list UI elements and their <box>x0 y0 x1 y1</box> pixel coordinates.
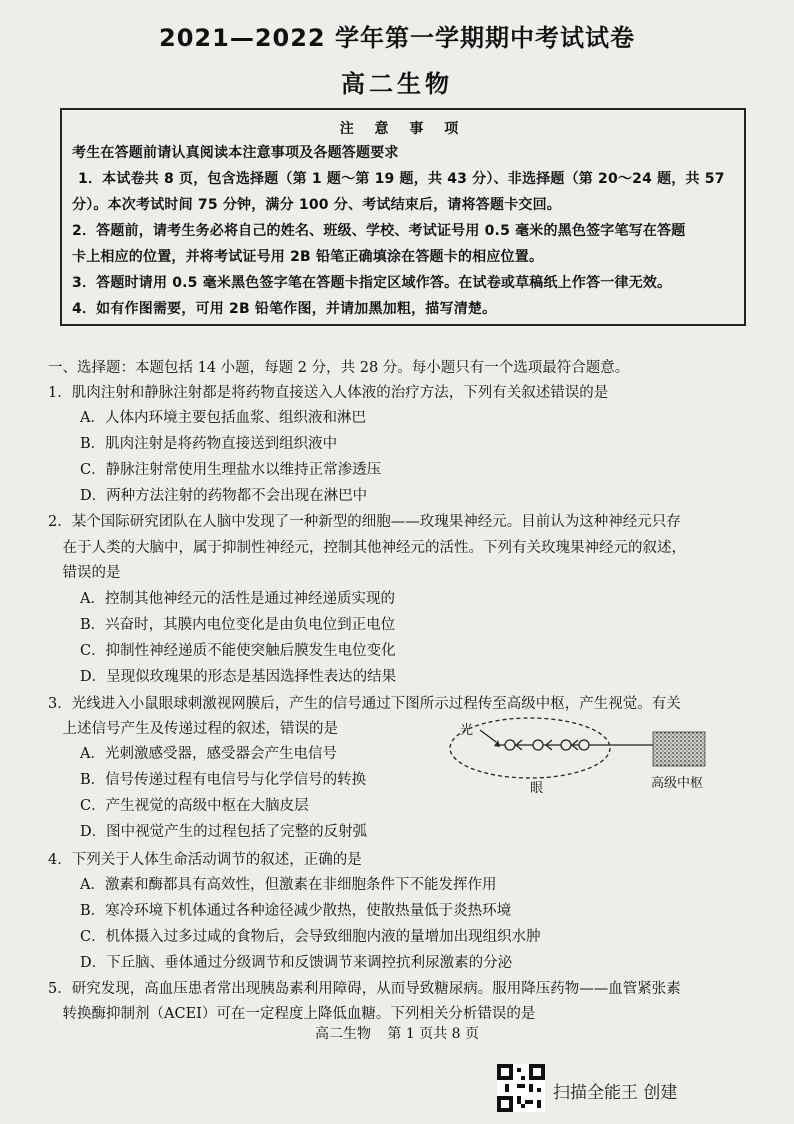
page-footer <box>0 1023 794 1043</box>
option-c: C．静脉注射常使用生理盐水以维持正常渗透压 <box>80 462 382 478</box>
question-stem: 4．下列关于人体生命活动调节的叙述，正确的是 <box>48 852 362 868</box>
notice-line: 3．答题时请用 0.5 毫米黑色签字笔在答题卡指定区域作答。在试卷或草稿纸上作答一律无效。 <box>72 275 672 291</box>
option-b: B．兴奋时，其膜内电位变化是由负电位到正电位 <box>80 617 396 633</box>
option-c: C．抑制性神经递质不能使突触后膜发生电位变化 <box>80 643 396 659</box>
notice-line: 1．本试卷共 8 页，包含选择题（第 1 题～第 19 题，共 43 分）、非选择题（第 20～24 题，共 57 <box>78 171 725 187</box>
notice-line: 考生在答题前请认真阅读本注意事项及各题答题要求 <box>72 145 399 161</box>
center-label: 高级中枢 <box>651 776 704 791</box>
option-a: A．光刺激感受器，感受器会产生电信号 <box>80 746 337 762</box>
question-stem: 1．肌肉注射和静脉注射都是将药物直接送入人体液的治疗方法，下列有关叙述错误的是 <box>48 385 609 401</box>
question-stem: 3．光线进入小鼠眼球刺激视网膜后，产生的信号通过下图所示过程传至高级中枢，产生视觉。有关 <box>48 696 681 712</box>
option-a: A．人体内环境主要包括血浆、组织液和淋巴 <box>80 410 366 426</box>
qr-code-icon <box>497 1064 545 1112</box>
brain-center-block <box>653 732 705 766</box>
option-b: B．信号传递过程有电信号与化学信号的转换 <box>80 772 367 788</box>
option-b: B．寒冷环境下机体通过各种途径减少散热，使散热量低于炎热环境 <box>80 903 512 919</box>
light-label: 光 <box>460 723 474 738</box>
light-arrow-icon <box>480 730 496 742</box>
footer-subject: 高二生物 <box>314 1026 371 1042</box>
question-stem-continued: 转换酶抑制剂（ACEI）可在一定程度上降低血糖。下列相关分析错误的是 <box>48 1006 536 1022</box>
scanner-watermark: 扫描全能王 创建 <box>553 1083 678 1103</box>
option-b: B．肌肉注射是将药物直接送到组织液中 <box>80 436 338 452</box>
question-stem: 5．研究发现，高血压患者常出现胰岛素利用障碍，从而导致糖尿病。服用降压药物——血管紧张素 <box>48 981 681 997</box>
option-d: D．图中视觉产生的过程包括了完整的反射弧 <box>80 824 368 840</box>
neuron-icon <box>505 740 515 750</box>
question-stem-continued: 在于人类的大脑中，属于抑制性神经元，控制其他神经元的活性。下列有关玫瑰果神经元的叙述， <box>48 540 686 556</box>
notice-box <box>60 108 746 326</box>
neuron-icon <box>561 740 571 750</box>
notice-line: 分）。本次考试时间 75 分钟，满分 100 分、考试结束后，请将答题卡交回。 <box>72 197 562 213</box>
eye-label: 眼 <box>530 781 544 796</box>
option-d: D．下丘脑、垂体通过分级调节和反馈调节来调控抗利尿激素的分泌 <box>80 955 513 971</box>
option-d: D．两种方法注射的药物都不会出现在淋巴中 <box>80 488 368 504</box>
option-a: A．控制其他神经元的活性是通过神经递质实现的 <box>80 591 395 607</box>
question-stem-continued: 错误的是 <box>48 565 121 581</box>
notice-title: 注 意 事 项 <box>339 121 467 137</box>
option-c: C．机体摄入过多过咸的食物后，会导致细胞内液的量增加出现组织水肿 <box>80 929 541 945</box>
option-d: D．呈现似玫瑰果的形态是基因选择性表达的结果 <box>80 669 397 685</box>
exam-subject: 高二生物 <box>341 70 453 98</box>
exam-title: 2021—2022 学年第一学期期中考试试卷 <box>159 24 635 52</box>
option-c: C．产生视觉的高级中枢在大脑皮层 <box>80 798 309 814</box>
neuron-icon <box>533 740 543 750</box>
neuron-icon <box>579 740 589 750</box>
notice-line: 卡上相应的位置，并将考试证号用 2B 铅笔正确填涂在答题卡的相应位置。 <box>72 249 544 265</box>
question-stem-continued: 上述信号产生及传递过程的叙述，错误的是 <box>48 721 338 737</box>
option-a: A．激素和酶都具有高效性，但激素在非细胞条件下不能发挥作用 <box>80 877 497 893</box>
footer-page-number: 第 1 页共 8 页 <box>387 1026 480 1042</box>
notice-line: 2．答题前，请考生务必将自己的姓名、班级、学校、考试证号用 0.5 毫米的黑色签字笔写在答题 <box>72 223 686 239</box>
visual-pathway-diagram <box>448 712 748 822</box>
question-stem: 2．某个国际研究团队在人脑中发现了一种新型的细胞——玫瑰果神经元。目前认为这种神经元只存 <box>48 514 681 530</box>
notice-line: 4．如有作图需要，可用 2B 铅笔作图，并请加黑加粗，描写清楚。 <box>72 301 497 317</box>
section-heading: 一、选择题：本题包括 14 小题，每题 2 分，共 28 分。每小题只有一个选项最符合题意。 <box>48 360 630 376</box>
